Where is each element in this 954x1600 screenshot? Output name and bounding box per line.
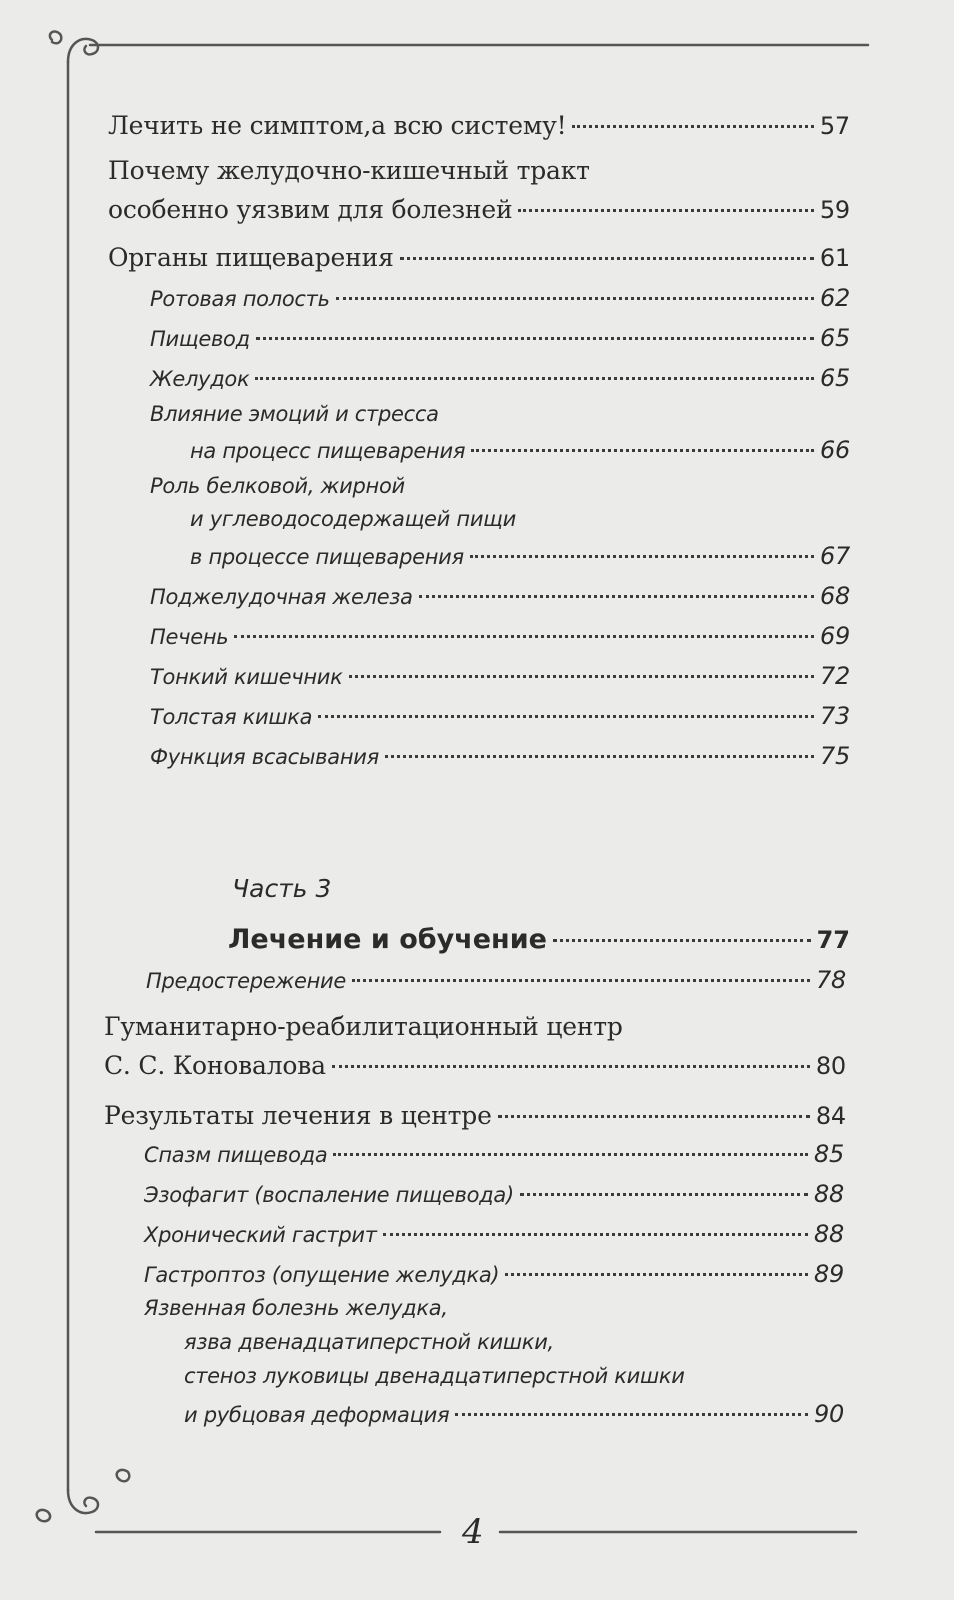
part-title: Лечение и обучение bbox=[228, 924, 547, 955]
toc-entry-title-line: Роль белковой, жирной bbox=[150, 474, 405, 498]
leader-dots bbox=[349, 654, 815, 678]
toc-entry-title: Толстая кишка bbox=[150, 705, 313, 729]
toc-entry-title: Хронический гастрит bbox=[144, 1223, 377, 1247]
toc-entry bbox=[108, 238, 850, 272]
toc-subentry bbox=[150, 580, 850, 610]
toc-subentry bbox=[150, 740, 850, 770]
leader-dots bbox=[318, 694, 814, 718]
toc-entry-page: 88 bbox=[814, 1180, 844, 1208]
toc-entry-page: 78 bbox=[816, 966, 846, 994]
toc-entry-title: Тонкий кишечник bbox=[150, 665, 343, 689]
toc-entry-title-line: Влияние эмоций и стресса bbox=[150, 402, 439, 426]
toc-entry-title: Желудок bbox=[150, 367, 250, 391]
part-entry bbox=[228, 918, 850, 955]
toc-entry-title: Поджелудочная железа bbox=[150, 585, 413, 609]
leader-dots bbox=[520, 1172, 808, 1196]
toc-entry-page: 85 bbox=[814, 1140, 844, 1168]
toc-entry-title: Печень bbox=[150, 625, 229, 649]
toc-subentry bbox=[146, 964, 846, 994]
toc-entry-title-line: Почему желудочно-кишечный тракт bbox=[108, 156, 590, 185]
toc-entry-page: 62 bbox=[820, 284, 850, 312]
toc-entry-page: 77 bbox=[816, 926, 850, 954]
toc-entry-page: 68 bbox=[820, 582, 850, 610]
leader-dots bbox=[553, 912, 811, 942]
toc-subentry bbox=[144, 1258, 844, 1288]
toc-subentry bbox=[144, 1218, 844, 1248]
toc-entry-title: С. С. Коновалова bbox=[104, 1051, 326, 1080]
toc-entry-page: 89 bbox=[814, 1260, 844, 1288]
leader-dots bbox=[336, 276, 814, 300]
toc-entry-title-line: стеноз луковицы двенадцатиперстной кишки bbox=[184, 1364, 685, 1388]
toc-entry-title: особенно уязвим для болезней bbox=[108, 195, 513, 224]
leader-dots bbox=[400, 232, 814, 260]
leader-dots bbox=[518, 184, 813, 212]
leader-dots bbox=[383, 1212, 808, 1236]
page-number: 4 bbox=[462, 1512, 484, 1552]
toc-entry-title: Ротовая полость bbox=[150, 287, 330, 311]
toc-entry-page: 90 bbox=[814, 1400, 844, 1428]
toc-entry-page: 84 bbox=[815, 1102, 846, 1130]
toc-entry-page: 65 bbox=[820, 324, 850, 352]
toc-entry-title: Эзофагит (воспаление пищевода) bbox=[144, 1183, 514, 1207]
toc-entry-page: 66 bbox=[820, 436, 850, 464]
toc-entry-page: 80 bbox=[815, 1052, 846, 1080]
toc-entry-title: Лечить не симптом,а всю систему! bbox=[108, 111, 567, 140]
leader-dots bbox=[455, 1392, 808, 1416]
leader-dots bbox=[255, 356, 814, 380]
toc-entry-page: 75 bbox=[820, 742, 850, 770]
toc-subentry bbox=[190, 434, 850, 464]
toc-entry bbox=[108, 190, 850, 224]
toc-entry-title: Предостережение bbox=[146, 969, 346, 993]
leader-dots bbox=[419, 574, 814, 598]
toc-entry-title: на процесс пищеварения bbox=[190, 439, 466, 463]
leader-dots bbox=[333, 1132, 808, 1156]
toc-entry-title-line: язва двенадцатиперстной кишки, bbox=[184, 1330, 554, 1354]
toc-entry-title: Функция всасывания bbox=[150, 745, 379, 769]
leader-dots bbox=[332, 1040, 810, 1068]
toc-entry-title: Гастроптоз (опущение желудка) bbox=[144, 1263, 500, 1287]
toc-entry bbox=[104, 1046, 846, 1080]
toc-entry-title-line: и углеводосодержащей пищи bbox=[190, 507, 516, 531]
leader-dots bbox=[572, 100, 813, 128]
leader-dots bbox=[505, 1252, 808, 1276]
leader-dots bbox=[470, 534, 814, 558]
toc-entry bbox=[108, 106, 850, 140]
toc-entry-page: 59 bbox=[819, 196, 850, 224]
toc-subentry bbox=[190, 540, 850, 570]
toc-entry bbox=[104, 1096, 846, 1130]
toc-subentry bbox=[150, 322, 850, 352]
toc-entry-title: Результаты лечения в центре bbox=[104, 1101, 492, 1130]
leader-dots bbox=[234, 614, 814, 638]
toc-subentry bbox=[150, 620, 850, 650]
leader-dots bbox=[256, 316, 814, 340]
toc-entry-title: Пищевод bbox=[150, 327, 250, 351]
toc-subentry bbox=[150, 660, 850, 690]
toc-entry-page: 67 bbox=[820, 542, 850, 570]
leader-dots bbox=[385, 734, 814, 758]
toc-subentry bbox=[150, 282, 850, 312]
toc-entry-page: 73 bbox=[820, 702, 850, 730]
toc-entry-title: Спазм пищевода bbox=[144, 1143, 328, 1167]
leader-dots bbox=[352, 958, 810, 982]
toc-entry-page: 72 bbox=[820, 662, 850, 690]
toc-entry-page: 61 bbox=[819, 244, 850, 272]
toc-entry-page: 57 bbox=[819, 112, 850, 140]
toc-entry-title: и рубцовая деформация bbox=[184, 1403, 450, 1427]
leader-dots bbox=[498, 1090, 810, 1118]
part-label: Часть 3 bbox=[232, 874, 332, 903]
toc-subentry bbox=[144, 1178, 844, 1208]
toc-entry-title-line: Гуманитарно-реабилитационный центр bbox=[104, 1012, 623, 1041]
toc-subentry bbox=[150, 700, 850, 730]
toc-entry-page: 65 bbox=[820, 364, 850, 392]
toc-entry-title-line: Язвенная болезнь желудка, bbox=[144, 1296, 448, 1320]
toc-subentry bbox=[144, 1138, 844, 1168]
toc-entry-title: Органы пищеварения bbox=[108, 243, 394, 272]
toc-subentry bbox=[150, 362, 850, 392]
toc-entry-page: 88 bbox=[814, 1220, 844, 1248]
toc-entry-title: в процессе пищеварения bbox=[190, 545, 464, 569]
toc-entry-page: 69 bbox=[820, 622, 850, 650]
leader-dots bbox=[471, 428, 814, 452]
toc-subentry bbox=[184, 1398, 844, 1428]
